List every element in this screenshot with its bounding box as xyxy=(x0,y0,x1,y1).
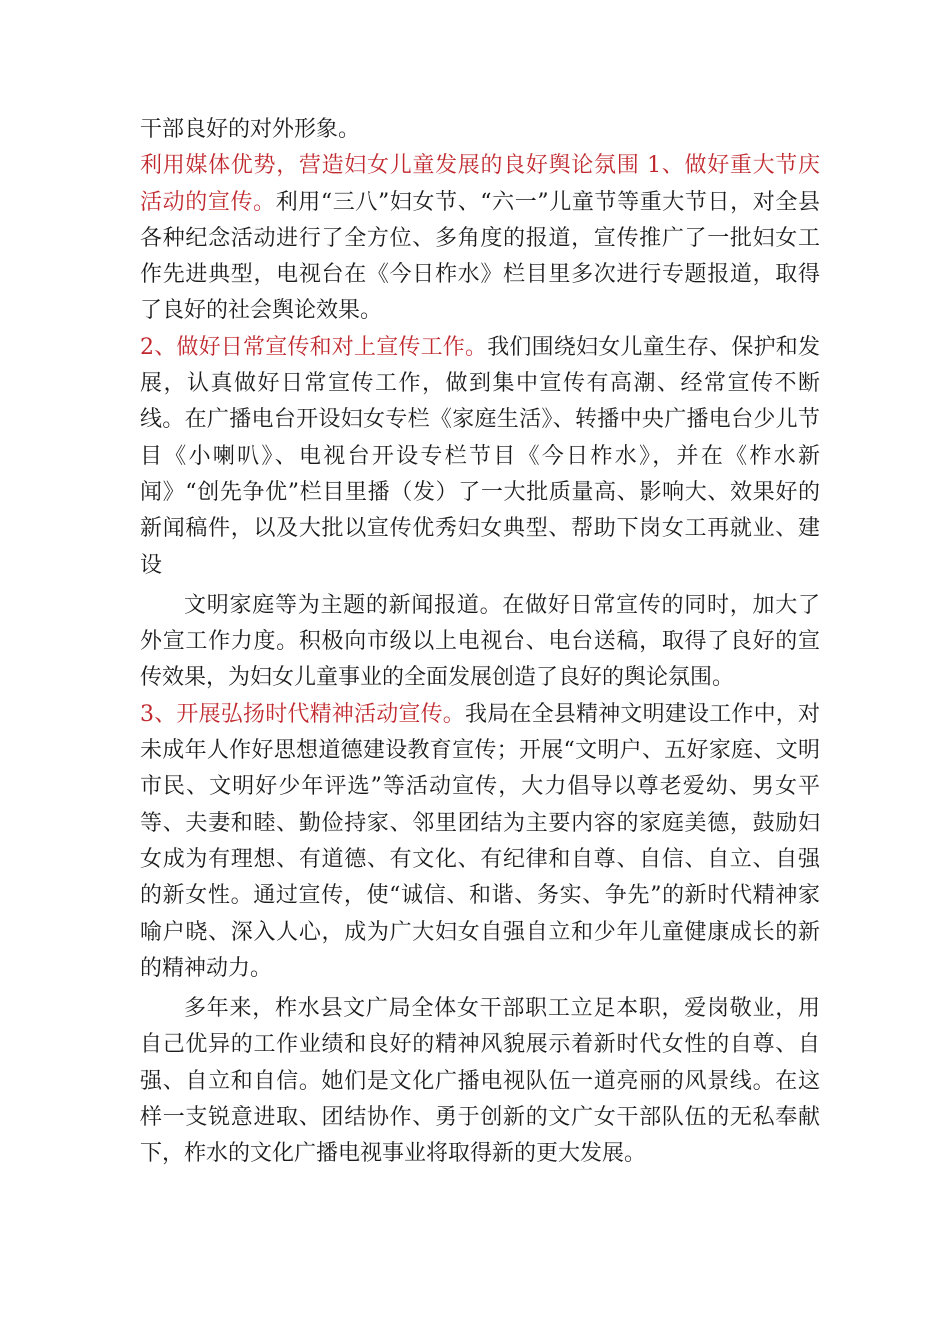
paragraph-text: 多年来，柞水县文广局全体女干部职工立足本职，爱岗敬业，用自己优异的工作业绩和良好的精神风貌展示着新时代女性的自尊、自强、自立和自信。她们是文化广播电视队伍一道亮丽的风景线。在这样一支锐意进取、团结协作、勇于创新的文广女干部队伍的无私奉献下，柞水的文化广播电视事业将取得新的更大发展。 xyxy=(140,996,820,1167)
paragraph-section-3 xyxy=(140,697,820,987)
paragraph-text: 文明家庭等为主题的新闻报道。在做好日常宣传的同时，加大了外宣工作力度。积极向市级以上电视台、电台送稿，取得了良好的宣传效果，为妇女儿童事业的全面发展创造了良好的舆论氛围。 xyxy=(140,592,820,691)
paragraph-conclusion xyxy=(140,991,820,1172)
paragraph-text: 我局在全县精神文明建设工作中，对未成年人作好思想道德建设教育宣传；开展“文明户、五好家庭、文明市民、文明好少年评选”等活动宣传，大力倡导以尊老爱幼、男女平等、夫妻和睦、勤俭持家、邻里团结为主要内容的家庭美德，鼓励妇女成为有理想、有道德、有文化、有纪律和自尊、自信、自立、自强的新女性。通过宣传，使“诚信、和谐、务实、争先”的新时代精神家喻户晓、深入人心，成为广大妇女自强自立和少年儿童健康成长的新的精神动力。 xyxy=(140,701,820,981)
document-page xyxy=(140,112,820,1173)
paragraph-section-2-continued xyxy=(140,588,820,697)
paragraph-section-1 xyxy=(140,148,820,329)
section-heading-3: 3、开展弘扬时代精神活动宣传。 xyxy=(140,701,465,727)
section-heading-2: 2、做好日常宣传和对上宣传工作。 xyxy=(140,334,488,360)
paragraph-text: 我们围绕妇女儿童生存、保护和发展，认真做好日常宣传工作，做到集中宣传有高潮、经常宣传不断线。在广播电台开设妇女专栏《家庭生活》、转播中央广播电台少儿节目《小喇叭》、电视台开设专栏节目《今日柞水》，并在《柞水新闻》“创先争优”栏目里播（发）了一大批质量高、影响大、效果好的新闻稿件，以及大批以宣传优秀妇女典型、帮助下岗女工再就业、建设 xyxy=(140,334,820,578)
paragraph-intro-fragment xyxy=(140,112,820,148)
paragraph-section-2 xyxy=(140,330,820,584)
section-heading-1: 利用媒体优势，营造妇女儿童发展的良好舆论氛围 1、做好重大节庆活动的宣传。 xyxy=(140,153,820,215)
paragraph-text: 干部良好的对外形象。 xyxy=(140,117,361,142)
paragraph-text: 利用“三八”妇女节、“六一”儿童节等重大节日，对全县各种纪念活动进行了全方位、多角度的报道，宣传推广了一批妇女工作先进典型，电视台在《今日柞水》栏目里多次进行专题报道，取得了良好的社会舆论效果。 xyxy=(140,189,820,324)
